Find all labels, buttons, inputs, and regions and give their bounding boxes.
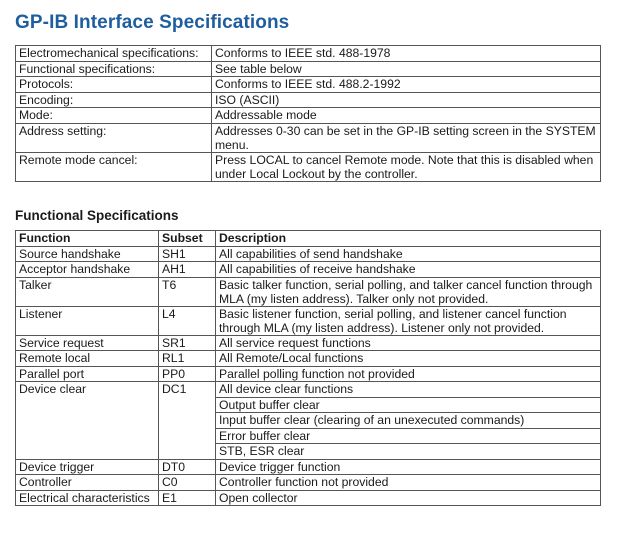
spec-label: Electromechanical specifications: — [16, 46, 212, 62]
functional-specifications-table — [15, 230, 601, 506]
function-cell: Listener — [16, 306, 159, 335]
table-row — [16, 490, 601, 506]
table-row — [16, 46, 601, 62]
function-cell: Controller — [16, 475, 159, 491]
table-row — [16, 108, 601, 124]
subset-cell: DC1 — [159, 382, 216, 398]
table-row — [16, 77, 601, 93]
function-cell: Source handshake — [16, 246, 159, 262]
description-cell: Parallel polling function not provided — [216, 366, 601, 382]
section-heading: Functional Specifications — [15, 208, 179, 223]
subset-cell: L4 — [159, 306, 216, 335]
function-cell: Acceptor handshake — [16, 262, 159, 278]
table-row — [16, 413, 601, 429]
subset-cell-continuation — [159, 428, 216, 444]
table-row — [16, 335, 601, 351]
spec-label: Address setting: — [16, 123, 212, 152]
table-row — [16, 351, 601, 367]
table-row — [16, 152, 601, 181]
subset-cell: T6 — [159, 277, 216, 306]
spec-value: ISO (ASCII) — [212, 92, 601, 108]
spec-label: Protocols: — [16, 77, 212, 93]
description-cell: Device trigger function — [216, 459, 601, 475]
spec-value: Press LOCAL to cancel Remote mode. Note that this is disabled when under Local Lockout by the controller. — [212, 152, 601, 181]
spec-label: Remote mode cancel: — [16, 152, 212, 181]
column-header-description: Description — [216, 231, 601, 247]
table-row — [16, 397, 601, 413]
subset-cell: SR1 — [159, 335, 216, 351]
spec-label: Mode: — [16, 108, 212, 124]
table-row — [16, 246, 601, 262]
description-cell: All device clear functions — [216, 382, 601, 398]
table-row — [16, 428, 601, 444]
function-cell: Remote local — [16, 351, 159, 367]
column-header-function: Function — [16, 231, 159, 247]
subset-cell: AH1 — [159, 262, 216, 278]
spec-value: See table below — [212, 61, 601, 77]
spec-value: Addresses 0-30 can be set in the GP-IB setting screen in the SYSTEM menu. — [212, 123, 601, 152]
function-cell-continuation — [16, 397, 159, 413]
table-row — [16, 123, 601, 152]
table-header-row — [16, 231, 601, 247]
table-row — [16, 262, 601, 278]
function-cell-continuation — [16, 428, 159, 444]
subset-cell: C0 — [159, 475, 216, 491]
subset-cell: RL1 — [159, 351, 216, 367]
table-row — [16, 444, 601, 460]
subset-cell-continuation — [159, 444, 216, 460]
subset-cell: E1 — [159, 490, 216, 506]
description-cell: Input buffer clear (clearing of an unexecuted commands) — [216, 413, 601, 429]
spec-value: Conforms to IEEE std. 488-1978 — [212, 46, 601, 62]
description-cell: Basic listener function, serial polling, and listener cancel function through MLA (my listen address). Listener only not provided. — [216, 306, 601, 335]
description-cell: STB, ESR clear — [216, 444, 601, 460]
table-row — [16, 382, 601, 398]
table-row — [16, 92, 601, 108]
spec-label: Encoding: — [16, 92, 212, 108]
function-cell: Talker — [16, 277, 159, 306]
description-cell: Error buffer clear — [216, 428, 601, 444]
function-cell: Device trigger — [16, 459, 159, 475]
subset-cell: SH1 — [159, 246, 216, 262]
spec-value: Conforms to IEEE std. 488.2-1992 — [212, 77, 601, 93]
subset-cell-continuation — [159, 413, 216, 429]
description-cell: Basic talker function, serial polling, and talker cancel function through MLA (my listen address). Talker only not provided. — [216, 277, 601, 306]
function-cell: Service request — [16, 335, 159, 351]
description-cell: Open collector — [216, 490, 601, 506]
description-cell: All Remote/Local functions — [216, 351, 601, 367]
description-cell: All service request functions — [216, 335, 601, 351]
table-row — [16, 277, 601, 306]
table-row — [16, 475, 601, 491]
subset-cell: DT0 — [159, 459, 216, 475]
page-title: GP-IB Interface Specifications — [15, 12, 290, 33]
spec-label: Functional specifications: — [16, 61, 212, 77]
specifications-table — [15, 45, 601, 182]
description-cell: Output buffer clear — [216, 397, 601, 413]
description-cell: All capabilities of send handshake — [216, 246, 601, 262]
description-cell: All capabilities of receive handshake — [216, 262, 601, 278]
table-row — [16, 306, 601, 335]
spec-value: Addressable mode — [212, 108, 601, 124]
function-cell-continuation — [16, 413, 159, 429]
subset-cell-continuation — [159, 397, 216, 413]
function-cell: Device clear — [16, 382, 159, 398]
table-row — [16, 366, 601, 382]
table-row — [16, 61, 601, 77]
function-cell-continuation — [16, 444, 159, 460]
column-header-subset: Subset — [159, 231, 216, 247]
function-cell: Parallel port — [16, 366, 159, 382]
table-row — [16, 459, 601, 475]
function-cell: Electrical characteristics — [16, 490, 159, 506]
subset-cell: PP0 — [159, 366, 216, 382]
description-cell: Controller function not provided — [216, 475, 601, 491]
